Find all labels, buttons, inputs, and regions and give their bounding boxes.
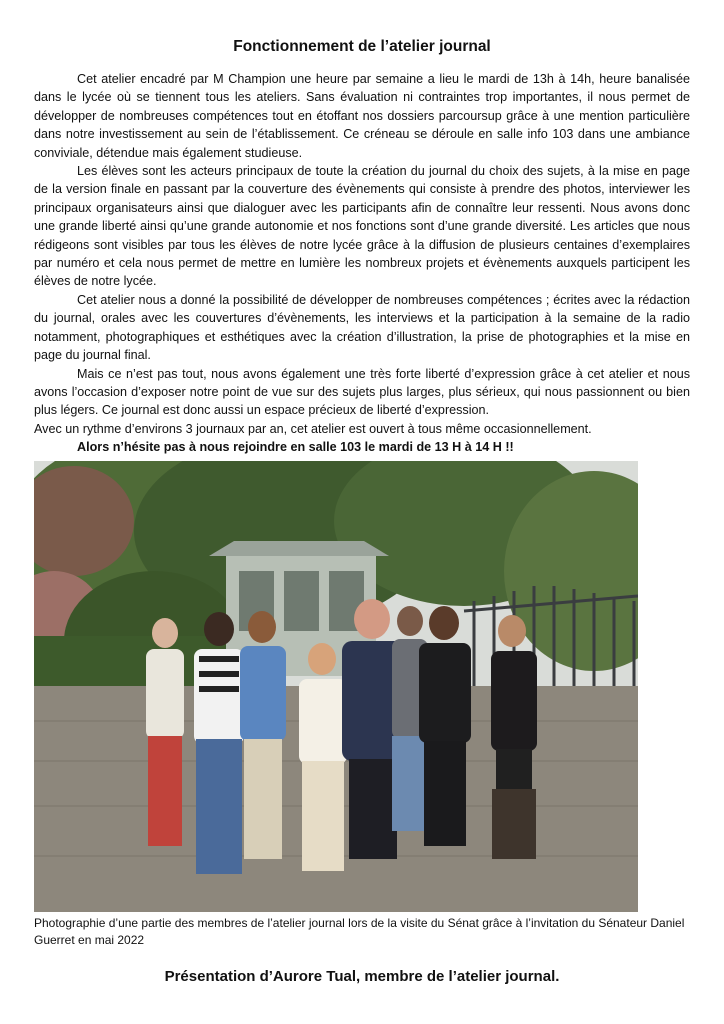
paragraph-expression: Mais ce n’est pas tout, nous avons également une très forte liberté d’expression grâce à cet atelier et nous avons l’occasion d’exposer notre point de vue sur des sujets plus larges, plus sérieux, qui nous passionnent ou bien plus légers. Ce journal est donc aussi un espace précieux de liberté d’expression.: [34, 366, 690, 418]
paragraph-intro: Cet atelier encadré par M Champion une heure par semaine a lieu le mardi de 13h à 14h, heure banalisée dans le lycée où se tiennent tous les ateliers. Sans évaluation ni contraintes trop importantes, il nous permet de développer de nombreuses compétences tout en étoffant nos dossiers parcoursup grâce à une mention particulière dans notre investissement au sein de l’établissement. Ce créneau se déroule en salle info 103 dans une ambiance conviviale, détendue mais également studieuse.: [34, 72, 690, 160]
article-body: [34, 70, 690, 457]
closing-line: Avec un rythme d’environs 3 journaux par an, cet atelier est ouvert à tous même occasionnellement.: [34, 421, 592, 436]
section-heading-presentation: Présentation d’Aurore Tual, membre de l’atelier journal.: [164, 968, 560, 985]
photo-caption: Photographie d’une partie des membres de l’atelier journal lors de la visite du Sénat grâce à l’invitation du Sénateur Daniel Guerret en mai 2022: [34, 916, 685, 947]
group-photo: [34, 461, 638, 912]
paragraph-skills: Cet atelier nous a donné la possibilité de développer de nombreuses compétences ; écrites avec la rédaction du journal, orales avec les couvertures d’évènements, les interviews et la participation à la semaine de la radio notamment, photographiques et esthétiques avec la création d’illustration, la prise de photographies et la mise en page du journal final.: [34, 292, 690, 363]
paragraph-students-role: Les élèves sont les acteurs principaux de toute la création du journal du choix des sujets, à la mise en page de la version finale en passant par la couverture des évènements qui consiste à prendre des photos, interviewer les principaux organisateurs ainsi que dialoguer avec les participants afin de connaître leur ressenti. Nous avons donc une grande liberté ainsi qu’une grande autonomie et nos fonctions sont d’une grande diversité. Les articles que nous rédigeons sont visibles par tous les élèves de notre lycée grâce à la diffusion de plusieurs centaines d’exemplaires par numéro et cela nous permet de mettre en lumière les nombreux projets et évènements auxquels participent les élèves de notre lycée.: [34, 164, 690, 289]
page-title: Fonctionnement de l’atelier journal: [233, 38, 491, 55]
join-callout: Alors n’hésite pas à nous rejoindre en salle 103 le mardi de 13 H à 14 H !!: [77, 440, 514, 455]
